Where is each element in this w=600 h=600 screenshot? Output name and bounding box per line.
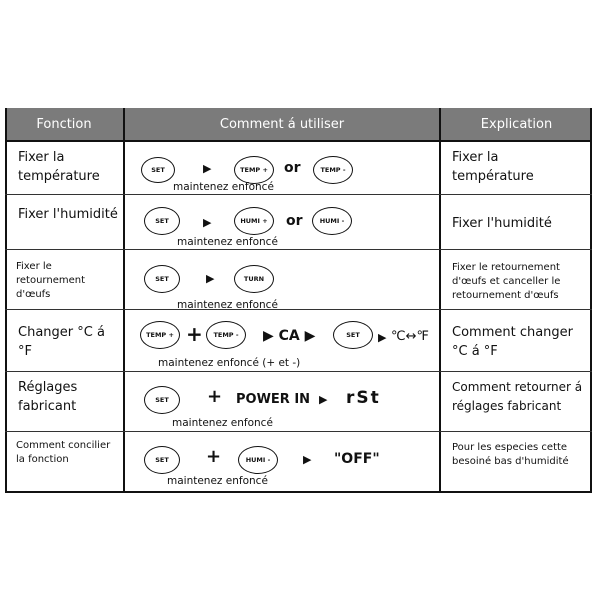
set-button-icon: SET (144, 386, 180, 414)
or-text: or (286, 213, 303, 229)
row5-fonction: Réglages fabricant (18, 380, 78, 414)
row4-fonction: Changer °C á °F (18, 325, 105, 359)
temp-plus-button-icon: TEMP + (234, 156, 274, 184)
row5-explication: Comment retourner á réglages fabricant (452, 380, 583, 413)
row1-fonction: Fixer la température (18, 150, 100, 184)
grid-line (5, 491, 592, 493)
arrow-right-icon: ▶ (378, 331, 387, 344)
row2-explication: Fixer l'humidité (452, 216, 552, 231)
header-explication: Explication (441, 108, 592, 140)
grid-line (5, 140, 592, 142)
grid-line (5, 431, 592, 432)
humi-minus-button-icon: HUMI - (238, 446, 278, 474)
grid-line (5, 108, 7, 493)
ca-step-text: ▶ CA ▶ (263, 328, 316, 344)
grid-line (5, 371, 592, 372)
arrow-right-icon: ▶ (203, 216, 212, 229)
temp-minus-button-icon: TEMP - (206, 321, 246, 349)
off-display-text: "OFF" (334, 451, 380, 467)
grid-line (5, 194, 592, 195)
rst-display-text: rSt (346, 388, 381, 408)
humi-minus-button-icon: HUMI - (312, 207, 352, 235)
humi-plus-button-icon: HUMI + (234, 207, 274, 235)
row5-note: maintenez enfoncé (172, 417, 273, 429)
row4-explication: Comment changer °C á °F (452, 325, 574, 359)
set-button-icon: SET (144, 265, 180, 293)
row1-note: maintenez enfoncé (173, 181, 274, 193)
row6-note: maintenez enfoncé (167, 475, 268, 487)
grid-line (5, 309, 592, 310)
arrow-right-icon: ▶ (203, 162, 212, 175)
plus-sign: + (207, 386, 223, 407)
plus-sign: + (186, 322, 203, 346)
row6-explication: Pour les especies cette besoiné bas d'humidité (452, 442, 569, 467)
arrow-right-icon: ▶ (206, 272, 215, 285)
header-comment-utiliser: Comment á utiliser (125, 108, 439, 140)
grid-line (590, 108, 592, 493)
celsius-fahrenheit-toggle-text: ℃↔℉ (391, 329, 429, 344)
row6-fonction: Comment concilier la fonction (16, 440, 111, 465)
power-in-text: POWER IN (236, 392, 311, 407)
temp-minus-button-icon: TEMP - (313, 156, 353, 184)
temp-plus-button-icon: TEMP + (140, 321, 180, 349)
header-fonction: Fonction (5, 108, 123, 140)
instruction-table (5, 108, 592, 493)
row3-fonction: Fixer le retournement d'œufs (16, 261, 85, 300)
grid-line (439, 108, 441, 493)
row4-note: maintenez enfoncé (+ et -) (158, 357, 301, 369)
grid-line (5, 249, 592, 250)
arrow-right-icon: ▶ (303, 453, 312, 466)
grid-line (123, 108, 125, 493)
set-button-icon: SET (144, 207, 180, 235)
set-button-icon: SET (141, 157, 175, 183)
row3-note: maintenez enfoncé (177, 299, 278, 311)
or-text: or (284, 160, 301, 176)
row2-fonction: Fixer l'humidité (18, 207, 118, 222)
turn-button-icon: TURN (234, 265, 274, 293)
plus-sign: + (206, 446, 222, 467)
set-button-icon: SET (144, 446, 180, 474)
set-button-icon: SET (333, 321, 373, 349)
row2-note: maintenez enfoncé (177, 236, 278, 248)
arrow-right-icon: ▶ (319, 393, 328, 406)
row3-explication: Fixer le retournement d'œufs et canceller le retournement d'œufs (452, 262, 561, 301)
row1-explication: Fixer la température (452, 150, 534, 184)
